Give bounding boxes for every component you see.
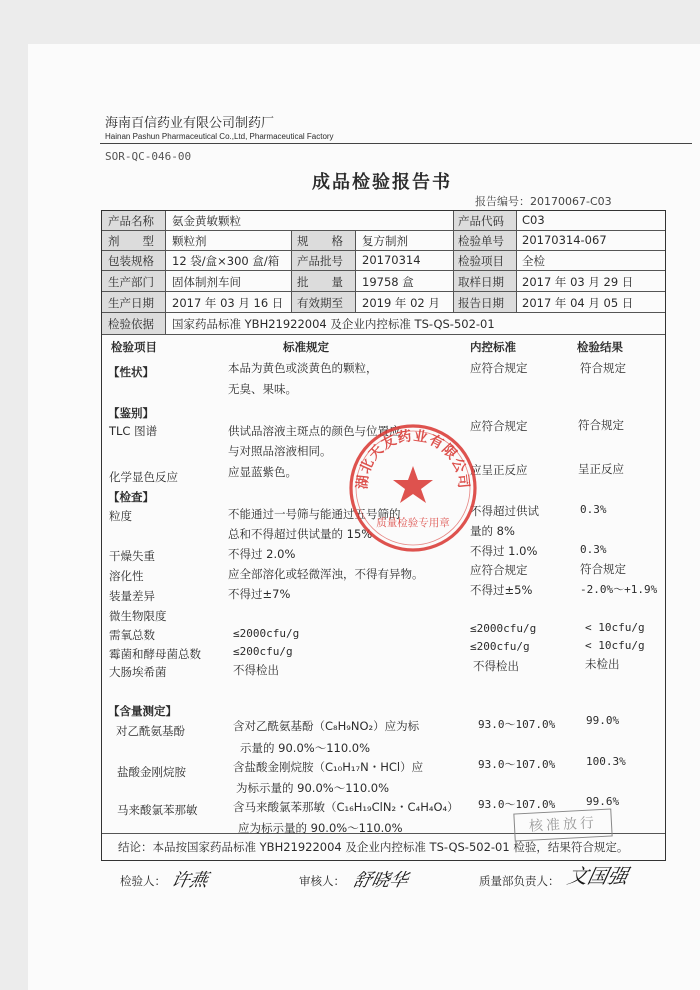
chlorphen-spec-1: 含马来酸氯苯那敏（C₁₆H₁₉ClN₂・C₄H₄O₄） <box>233 800 459 814</box>
chlorphen-item: 马来酸氯苯那敏 <box>117 803 198 817</box>
col-header-internal: 内控标准 <box>470 340 516 354</box>
specification: 复方制剂 <box>362 234 408 248</box>
reviewer-signature: 舒晓华 <box>351 870 410 891</box>
label-pack: 包装规格 <box>108 254 154 268</box>
ecoli-item: 大肠埃希菌 <box>109 665 167 679</box>
header-rule <box>100 143 692 144</box>
appearance-result: 符合规定 <box>580 361 626 375</box>
ecoli-spec: 不得检出 <box>233 663 279 677</box>
label-dosage: 剂 型 <box>108 234 154 248</box>
conclusion: 结论：本品按国家药品标准 YBH21922004 及企业内控标准 TS-QS-502-01 检验，结果符合规定。 <box>118 840 629 854</box>
company-name-cn: 海南百信药业有限公司制药厂 <box>105 116 275 131</box>
label-basis: 检验依据 <box>108 317 154 331</box>
paracetamol-spec-1: 含对乙酰氨基酚（C₈H₉NO₂）应为标 <box>233 719 420 733</box>
color-result: 呈正反应 <box>578 462 624 476</box>
mold-item: 霉菌和酵母菌总数 <box>109 647 201 661</box>
company-name-en: Hainan Pashun Pharmaceutical Co.,Ltd, Pharmaceutical Factory <box>105 132 334 141</box>
qa-signature: 文国强 <box>565 864 631 888</box>
chlorphen-internal: 93.0～107.0% <box>478 798 556 811</box>
batch-number: 20170314 <box>362 253 421 267</box>
label-report-date: 报告日期 <box>458 296 504 310</box>
weight-item: 装量差异 <box>109 589 155 603</box>
amantadine-spec-1: 含盐酸金刚烷胺（C₁₀H₁₇N・HCl）应 <box>233 760 424 774</box>
section-identification: 【鉴别】 <box>108 406 154 420</box>
sample-date: 2017 年 03 月 29 日 <box>522 275 634 289</box>
tlc-result: 符合规定 <box>578 418 624 432</box>
granularity-item: 粒度 <box>109 509 132 523</box>
weight-result: -2.0%～+1.9% <box>580 583 658 596</box>
label-prod-date: 生产日期 <box>108 296 154 310</box>
label-product-code: 产品代码 <box>458 214 504 228</box>
company-seal <box>347 422 479 554</box>
section-inspection: 【检查】 <box>108 490 154 504</box>
ecoli-internal: 不得检出 <box>473 659 519 673</box>
label-spec: 规 格 <box>297 234 343 248</box>
paracetamol-spec-2: 示量的 90.0%～110.0% <box>240 741 371 755</box>
production-dept: 固体制剂车间 <box>172 275 241 289</box>
paracetamol-result: 99.0% <box>586 714 620 727</box>
solubility-spec: 应全部溶化或轻微浑浊，不得有异物。 <box>228 567 424 581</box>
aerobic-item: 需氧总数 <box>109 628 155 642</box>
chlorphen-spec-2: 应为标示量的 90.0%～110.0% <box>238 821 403 835</box>
drying-item: 干燥失重 <box>109 549 155 563</box>
col-header-spec: 标准规定 <box>283 340 329 354</box>
mold-result: < 10cfu/g <box>585 639 645 652</box>
label-product-name: 产品名称 <box>108 214 154 228</box>
svg-text:湖北天友药业有限公司: 湖北天友药业有限公司 <box>354 428 472 490</box>
ecoli-result: 未检出 <box>585 657 620 671</box>
paracetamol-internal: 93.0～107.0% <box>478 718 556 731</box>
label-quantity: 批 量 <box>297 275 343 289</box>
mold-spec: ≤200cfu/g <box>233 645 293 658</box>
color-spec: 应显蓝紫色。 <box>228 465 297 479</box>
label-sample-date: 取样日期 <box>458 275 504 289</box>
tlc-internal: 应符合规定 <box>470 419 528 433</box>
appearance-internal: 应符合规定 <box>470 361 528 375</box>
section-appearance: 【性状】 <box>108 365 154 379</box>
svg-text:质量检验专用章: 质量检验专用章 <box>376 517 450 529</box>
product-code: C03 <box>522 213 545 227</box>
appearance-spec-2: 无臭、果味。 <box>228 382 297 396</box>
product-name: 氨金黄敏颗粒 <box>172 214 241 228</box>
inspector-signature: 许燕 <box>169 870 210 891</box>
reviewer-label: 审核人： <box>299 874 345 888</box>
test-item: 全检 <box>522 254 545 268</box>
weight-spec: 不得过±7% <box>228 587 291 601</box>
dosage-form: 颗粒剂 <box>172 234 207 248</box>
granularity-spec-2: 总和不得超过供试量的 15% <box>228 527 373 541</box>
tlc-item: TLC 图谱 <box>109 424 158 438</box>
label-batch: 产品批号 <box>297 254 343 268</box>
test-number: 20170314-067 <box>522 233 607 247</box>
solubility-internal: 应符合规定 <box>470 563 528 577</box>
label-test-no: 检验单号 <box>458 234 504 248</box>
aerobic-internal: ≤2000cfu/g <box>470 622 537 635</box>
solubility-item: 溶化性 <box>109 569 144 583</box>
granularity-internal-1: 不得超过供试 <box>470 504 539 518</box>
appearance-spec-1: 本品为黄色或淡黄色的颗粒， <box>228 361 378 375</box>
col-header-result: 检验结果 <box>577 340 623 354</box>
granularity-spec-1: 不能通过一号筛与能通过五号筛的 <box>228 507 401 521</box>
report-number: 报告编号：20170067-C03 <box>475 195 612 208</box>
section-assay: 【含量测定】 <box>108 704 177 718</box>
report-title: 成品检验报告书 <box>312 172 452 193</box>
amantadine-spec-2: 为标示量的 90.0%～110.0% <box>236 781 390 795</box>
chlorphen-result: 99.6% <box>586 795 620 808</box>
expiry-date: 2019 年 02 月 <box>362 296 440 310</box>
label-dept: 生产部门 <box>108 275 154 289</box>
color-internal: 应呈正反应 <box>470 463 528 477</box>
solubility-result: 符合规定 <box>580 562 626 576</box>
label-expiry: 有效期至 <box>297 296 343 310</box>
aerobic-result: < 10cfu/g <box>585 621 645 634</box>
tlc-spec-2: 与对照品溶液相同。 <box>228 444 332 458</box>
color-item: 化学显色反应 <box>109 470 178 484</box>
tlc-spec-1: 供试品溶液主斑点的颜色与位置应 <box>228 424 401 438</box>
batch-quantity: 19758 盒 <box>362 275 414 289</box>
mold-internal: ≤200cfu/g <box>470 640 530 653</box>
drying-result: 0.3% <box>580 543 607 556</box>
drying-spec: 不得过 2.0% <box>228 547 296 561</box>
inspector-label: 检验人： <box>120 874 166 888</box>
granularity-internal-2: 量的 8% <box>470 524 515 538</box>
test-basis: 国家药品标准 YBH21922004 及企业内控标准 TS-QS-502-01 <box>172 317 495 331</box>
weight-internal: 不得过±5% <box>470 583 533 597</box>
amantadine-internal: 93.0～107.0% <box>478 758 556 771</box>
col-header-item: 检验项目 <box>111 340 157 354</box>
qa-label: 质量部负责人： <box>479 874 560 888</box>
document-code: SOR-QC-046-00 <box>105 150 192 163</box>
label-test-item: 检验项目 <box>458 254 504 268</box>
amantadine-item: 盐酸金刚烷胺 <box>117 765 186 779</box>
paracetamol-item: 对乙酰氨基酚 <box>116 724 185 738</box>
approved-release-stamp: 核准放行 <box>513 808 612 841</box>
drying-internal: 不得过 1.0% <box>470 544 538 558</box>
amantadine-result: 100.3% <box>586 755 626 768</box>
package-spec: 12 袋/盒×300 盒/箱 <box>172 254 280 268</box>
micro-item: 微生物限度 <box>109 609 167 623</box>
report-date: 2017 年 04 月 05 日 <box>522 296 634 310</box>
production-date: 2017 年 03 月 16 日 <box>172 296 284 310</box>
granularity-result: 0.3% <box>580 503 607 516</box>
aerobic-spec: ≤2000cfu/g <box>233 627 300 640</box>
